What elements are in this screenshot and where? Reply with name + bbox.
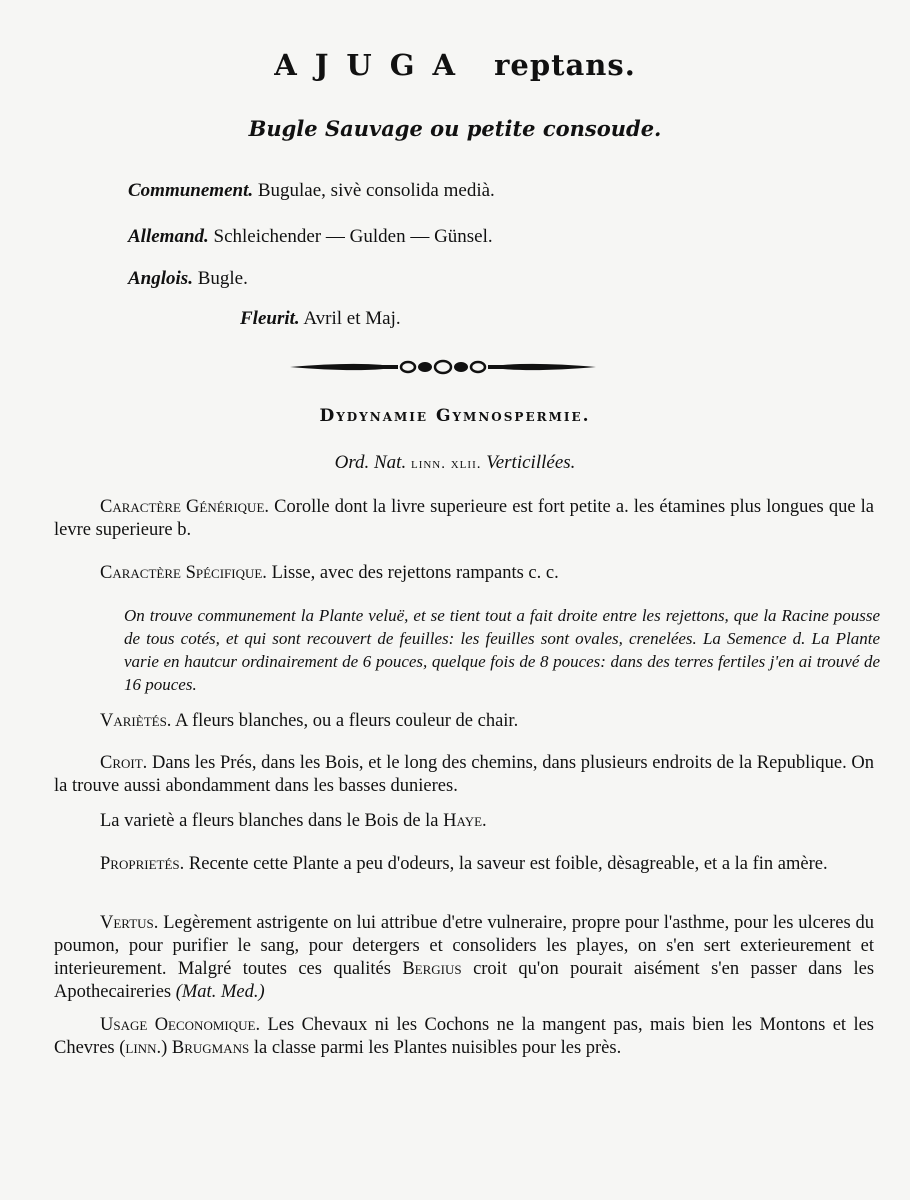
paragraph-label: Croit.: [100, 753, 148, 773]
author-name: Brugmans: [171, 1038, 250, 1058]
name-line-allemand: [128, 226, 493, 248]
ord-nat-linn: linn. xlii.: [410, 456, 482, 472]
paragraph-text: Dans les Prés, dans les Bois, et le long des chemins, dans plusieurs endroits de la Republique. On la trouve aussi abondamment dans les basses dunieres.: [54, 753, 874, 796]
classification-heading: Dydynamie Gymnospermie.: [319, 406, 591, 426]
proprietes-paragraph: [54, 853, 874, 876]
caractere-generique-paragraph: [54, 496, 874, 542]
paragraph-text: Lisse, avec des rejettons rampants c. c.: [271, 563, 559, 583]
ord-nat-prefix: Ord. Nat.: [334, 452, 407, 473]
varietes-paragraph: [54, 710, 874, 733]
variete-blanche-paragraph: [54, 810, 874, 833]
paragraph-label: Vertus.: [100, 913, 159, 933]
name-label: Fleurit.: [240, 308, 300, 329]
vertus-paragraph: [54, 912, 874, 1004]
paragraph-text: Legèrement astrigente on lui attribue d'etre vulneraire, propre pour l'asthme, pour les ulceres du poumon, pour purifier le sang, pour detergers et consoliders les playes, on s'en sert exterieurement et interieurement. Malgré toutes ces qualités: [54, 913, 874, 979]
name-value: Bugle.: [197, 268, 248, 289]
paragraph-label: Caractère Générique.: [100, 497, 270, 517]
place-name: Haye.: [443, 811, 487, 831]
paragraph-text: Corolle dont la livre superieure est fort petite a. les étamines plus longues que la levre superieure b.: [54, 497, 874, 540]
reference: (Mat. Med.): [175, 982, 265, 1002]
name-value: Avril et Maj.: [303, 308, 401, 329]
usage-paragraph: [54, 1014, 874, 1060]
ord-nat-line: [0, 452, 910, 474]
name-label: Anglois.: [128, 268, 193, 289]
paragraph-text-2: la classe parmi les Plantes nuisibles pour les près.: [253, 1038, 622, 1058]
ord-nat-family: Verticillées.: [486, 452, 576, 473]
caractere-specifique-paragraph: [54, 562, 874, 585]
paragraph-text: La varietè a fleurs blanches dans le Bois de la: [100, 811, 439, 831]
author-name: Bergius: [402, 959, 462, 979]
paragraph-text-2: croit qu'on pourait aisément s'en passer dans les Apothecaireries: [54, 959, 875, 1002]
ornament-divider-icon: [288, 356, 598, 378]
paragraph-text: A fleurs blanches, ou a fleurs couleur de chair.: [175, 711, 519, 731]
name-value: Bugulae, sivè consolida medià.: [257, 180, 495, 201]
name-label: Allemand.: [128, 226, 209, 247]
croit-paragraph: [54, 752, 874, 798]
page-title: [0, 48, 910, 82]
paragraph-label: Proprietés.: [100, 854, 185, 874]
title-genus: AJUGA: [274, 48, 473, 82]
name-line-communement: [128, 180, 495, 202]
description-paragraph: On trouve communement la Plante veluë, et se tient tout a fait droite entre les rejettons, que la Racine pousse de tous cotés, et qui sont recouvert de feuilles: les feuilles sont ovales, crenelées. La Semence d. La Plante varie en hautcur ordinairement de 6 pouces, quelque fois de 8 pouces: dans des terres fertiles j'en ai trouvé de 16 pouces.: [124, 606, 880, 694]
paragraph-text: Recente cette Plante a peu d'odeurs, la saveur est foible, dèsagreable, et a la fin amère.: [188, 854, 828, 874]
name-line-anglois: [128, 268, 248, 290]
paragraph-label: Variètés.: [100, 711, 172, 731]
paragraph-label: Usage Oeconomique.: [100, 1015, 261, 1035]
linn-reference: (linn.): [119, 1038, 168, 1058]
title-species: reptans.: [494, 48, 636, 82]
page-subtitle: Bugle Sauvage ou petite consoude.: [248, 116, 662, 141]
paragraph-label: Caractère Spécifique.: [100, 563, 267, 583]
name-value: Schleichender — Gulden — Günsel.: [213, 226, 493, 247]
name-line-fleurit: [240, 308, 401, 330]
name-label: Communement.: [128, 180, 254, 201]
paragraph-text: Les Chevaux ni les Cochons ne la mangent pas, mais bien les Montons et les Chevres: [54, 1015, 875, 1058]
